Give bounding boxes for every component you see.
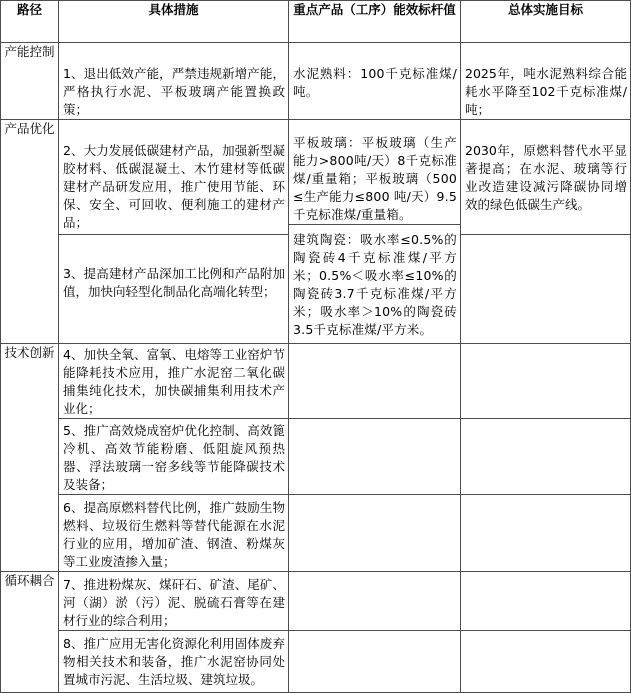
table-row — [1, 344, 631, 419]
measure-cell — [59, 120, 289, 235]
measure-cell — [59, 419, 289, 495]
target-cell-empty — [461, 235, 631, 344]
table-row — [1, 43, 631, 120]
table-row — [1, 419, 631, 495]
header-benchmark: 重点产品（工序）能效标杆值 — [289, 1, 461, 43]
path-product-optimization: 产品优化 — [1, 120, 59, 344]
measure-7-text: 7、推进粉煤灰、煤矸石、矿渣、尾矿、河（湖）淤（污）泥、脱硫石膏等在建材行业的综合利用； — [63, 577, 285, 628]
benchmark-ceramic-text: 建筑陶瓷：吸水率≤0.5%的陶瓷砖4千克标准煤/平方米；0.5%＜吸水率≤10%的陶瓷砖3.7千克标准煤/平方米；吸水率＞10%的陶瓷砖3.5千克标准煤/平方米。 — [293, 232, 457, 337]
target-cell — [461, 43, 631, 120]
measure-1-text: 1、退出低效产能，严禁违规新增产能，严格执行水泥、平板玻璃产能置换政策； — [63, 66, 285, 117]
measure-cell — [59, 235, 289, 344]
path-tech-innovation: 技术创新 — [1, 344, 59, 572]
measure-cell — [59, 344, 289, 419]
target-cell-empty — [461, 419, 631, 495]
measure-5-text: 5、推广高效烧成窑炉优化控制、高效篦冷机、高效节能粉磨、低阻旋风预热器、浮法玻璃一窑多线等节能降碳技术及装备； — [63, 423, 285, 492]
measure-8-text: 8、推广应用无害化资源化利用固体废弃物相关技术和装备，推广水泥窑协同处置城市污泥、生活垃圾、建筑垃圾。 — [63, 636, 285, 687]
header-path: 路径 — [1, 1, 59, 43]
header-measures: 具体措施 — [59, 1, 289, 43]
measure-6-text: 6、提高原燃料替代比例，推广鼓励生物燃料、垃圾衍生燃料等替代能源在水泥行业的应用，增加矿渣、钢渣、粉煤灰等工业废渣掺入量； — [63, 500, 285, 569]
benchmark-cell-empty — [289, 572, 461, 631]
target-cement-text: 2025年，吨水泥熟料综合能耗水平降至102千克标准煤/吨； — [465, 66, 627, 117]
target-cell-empty — [461, 631, 631, 693]
target-cell — [461, 120, 631, 235]
measure-4-text: 4、加快全氧、富氧、电熔等工业窑炉节能降耗技术应用，推广水泥窑二氧化碳捕集纯化技术，加快碳捕集利用技术产业化； — [63, 347, 285, 416]
measure-2-text: 2、大力发展低碳建材产品，加强新型凝胶材料、低碳混凝土、木竹建材等低碳建材产品研发应用，推广使用节能、环保、安全、可回收、便利施工的建材产品； — [63, 143, 285, 230]
header-target: 总体实施目标 — [461, 1, 631, 43]
target-cell-empty — [461, 495, 631, 572]
path-circular-coupling: 循环耦合 — [1, 572, 59, 693]
target-cell-empty — [461, 572, 631, 631]
benchmark-cell — [289, 225, 461, 344]
measure-cell — [59, 572, 289, 631]
benchmark-cell-empty — [289, 495, 461, 572]
benchmark-cell-empty — [289, 344, 461, 419]
benchmark-cement-text: 水泥熟料：100千克标准煤/吨。 — [293, 66, 457, 99]
measure-cell — [59, 495, 289, 572]
measure-3-text: 3、提高建材产品深加工比例和产品附加值，加快向轻型化制品化高端化转型； — [63, 266, 285, 299]
target-cell-empty — [461, 344, 631, 419]
benchmark-glass-text: 平板玻璃：平板玻璃（生产能力>800吨/天）8千克标准煤/重量箱；平板玻璃（500≤生产能力≤800 吨/天）9.5千克标准煤/重量箱。 — [293, 135, 457, 222]
benchmark-cell-empty — [289, 631, 461, 693]
benchmark-cell-empty — [289, 419, 461, 495]
target-fuel-text: 2030年，原燃料替代水平显著提高；在水泥、玻璃等行业改造建设减污降碳协同增效的绿色低碳生产线。 — [465, 143, 627, 212]
path-capacity-control: 产能控制 — [1, 43, 59, 120]
benchmark-cell — [289, 43, 461, 120]
benchmark-cell — [289, 120, 461, 225]
measure-cell — [59, 43, 289, 120]
table-row — [1, 572, 631, 631]
table-row — [1, 495, 631, 572]
table-row — [1, 120, 631, 225]
header-row — [1, 1, 631, 43]
table-row — [1, 631, 631, 693]
measure-cell — [59, 631, 289, 693]
